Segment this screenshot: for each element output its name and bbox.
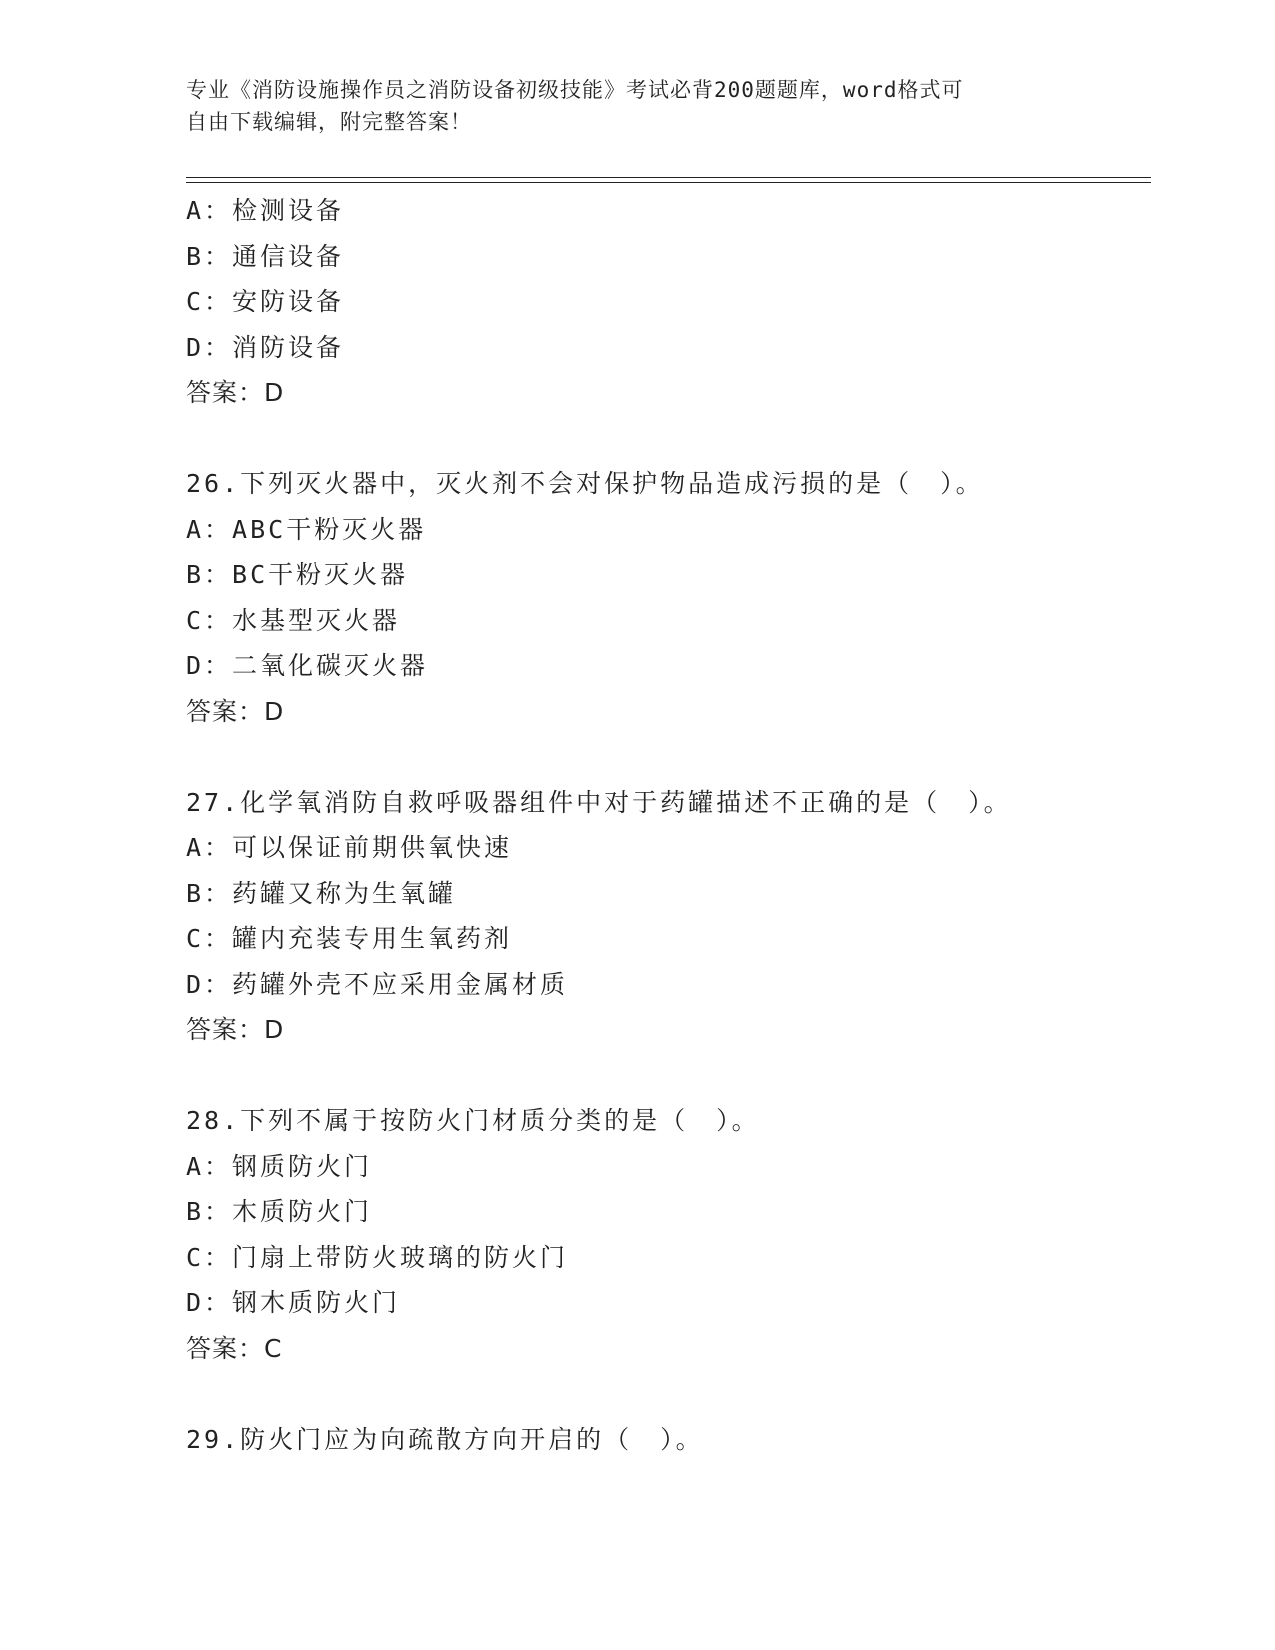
question-text: 29.防火门应为向疏散方向开启的（ ）。 bbox=[186, 1424, 704, 1454]
question-block-28 bbox=[186, 1098, 1146, 1371]
question-text: 26.下列灭火器中，灭火剂不会对保护物品造成污损的是（ ）。 bbox=[186, 469, 984, 498]
option-d: D：钢木质防火门 bbox=[186, 1288, 401, 1317]
answer: 答案：C bbox=[186, 1333, 283, 1363]
spacer bbox=[186, 416, 1146, 462]
question-block-29 bbox=[186, 1417, 1146, 1463]
option-d: D：药罐外壳不应采用金属材质 bbox=[186, 969, 569, 999]
option-a: A：ABC干粉灭火器 bbox=[186, 514, 427, 544]
option-b: B：通信设备 bbox=[186, 241, 345, 271]
header-line-2: 自由下载编辑，附完整答案！ bbox=[186, 110, 472, 134]
option-c: C：罐内充装专用生氧药剂 bbox=[186, 924, 513, 953]
spacer bbox=[186, 1371, 1146, 1417]
answer: 答案：D bbox=[186, 696, 285, 726]
option-a: A：可以保证前期供氧快速 bbox=[186, 833, 513, 862]
question-block-27 bbox=[186, 780, 1146, 1053]
question-block-26 bbox=[186, 461, 1146, 734]
question-text: 28.下列不属于按防火门材质分类的是（ ）。 bbox=[186, 1106, 760, 1135]
document-header bbox=[186, 74, 1066, 138]
question-text: 27.化学氧消防自救呼吸器组件中对于药罐描述不正确的是（ ）。 bbox=[186, 787, 1012, 817]
option-b: B：木质防火门 bbox=[186, 1197, 373, 1226]
option-c: C：安防设备 bbox=[186, 287, 345, 316]
spacer bbox=[186, 734, 1146, 780]
question-block-25 bbox=[186, 188, 1146, 416]
answer: 答案：D bbox=[186, 378, 285, 407]
option-c: C：水基型灭火器 bbox=[186, 605, 401, 635]
header-rule-top bbox=[186, 177, 1151, 178]
option-d: D：消防设备 bbox=[186, 332, 345, 362]
option-b: B：药罐又称为生氧罐 bbox=[186, 878, 457, 908]
option-d: D：二氧化碳灭火器 bbox=[186, 651, 429, 680]
question-content bbox=[186, 188, 1146, 1462]
header-rule-bottom bbox=[186, 182, 1151, 183]
option-c: C：门扇上带防火玻璃的防火门 bbox=[186, 1242, 569, 1272]
option-a: A：钢质防火门 bbox=[186, 1151, 373, 1181]
option-a: A：检测设备 bbox=[186, 196, 345, 225]
option-b: B：BC干粉灭火器 bbox=[186, 560, 409, 589]
spacer bbox=[186, 1053, 1146, 1099]
answer: 答案：D bbox=[186, 1015, 285, 1044]
header-line-1: 专业《消防设施操作员之消防设备初级技能》考试必背200题题库，word格式可 bbox=[186, 78, 964, 102]
